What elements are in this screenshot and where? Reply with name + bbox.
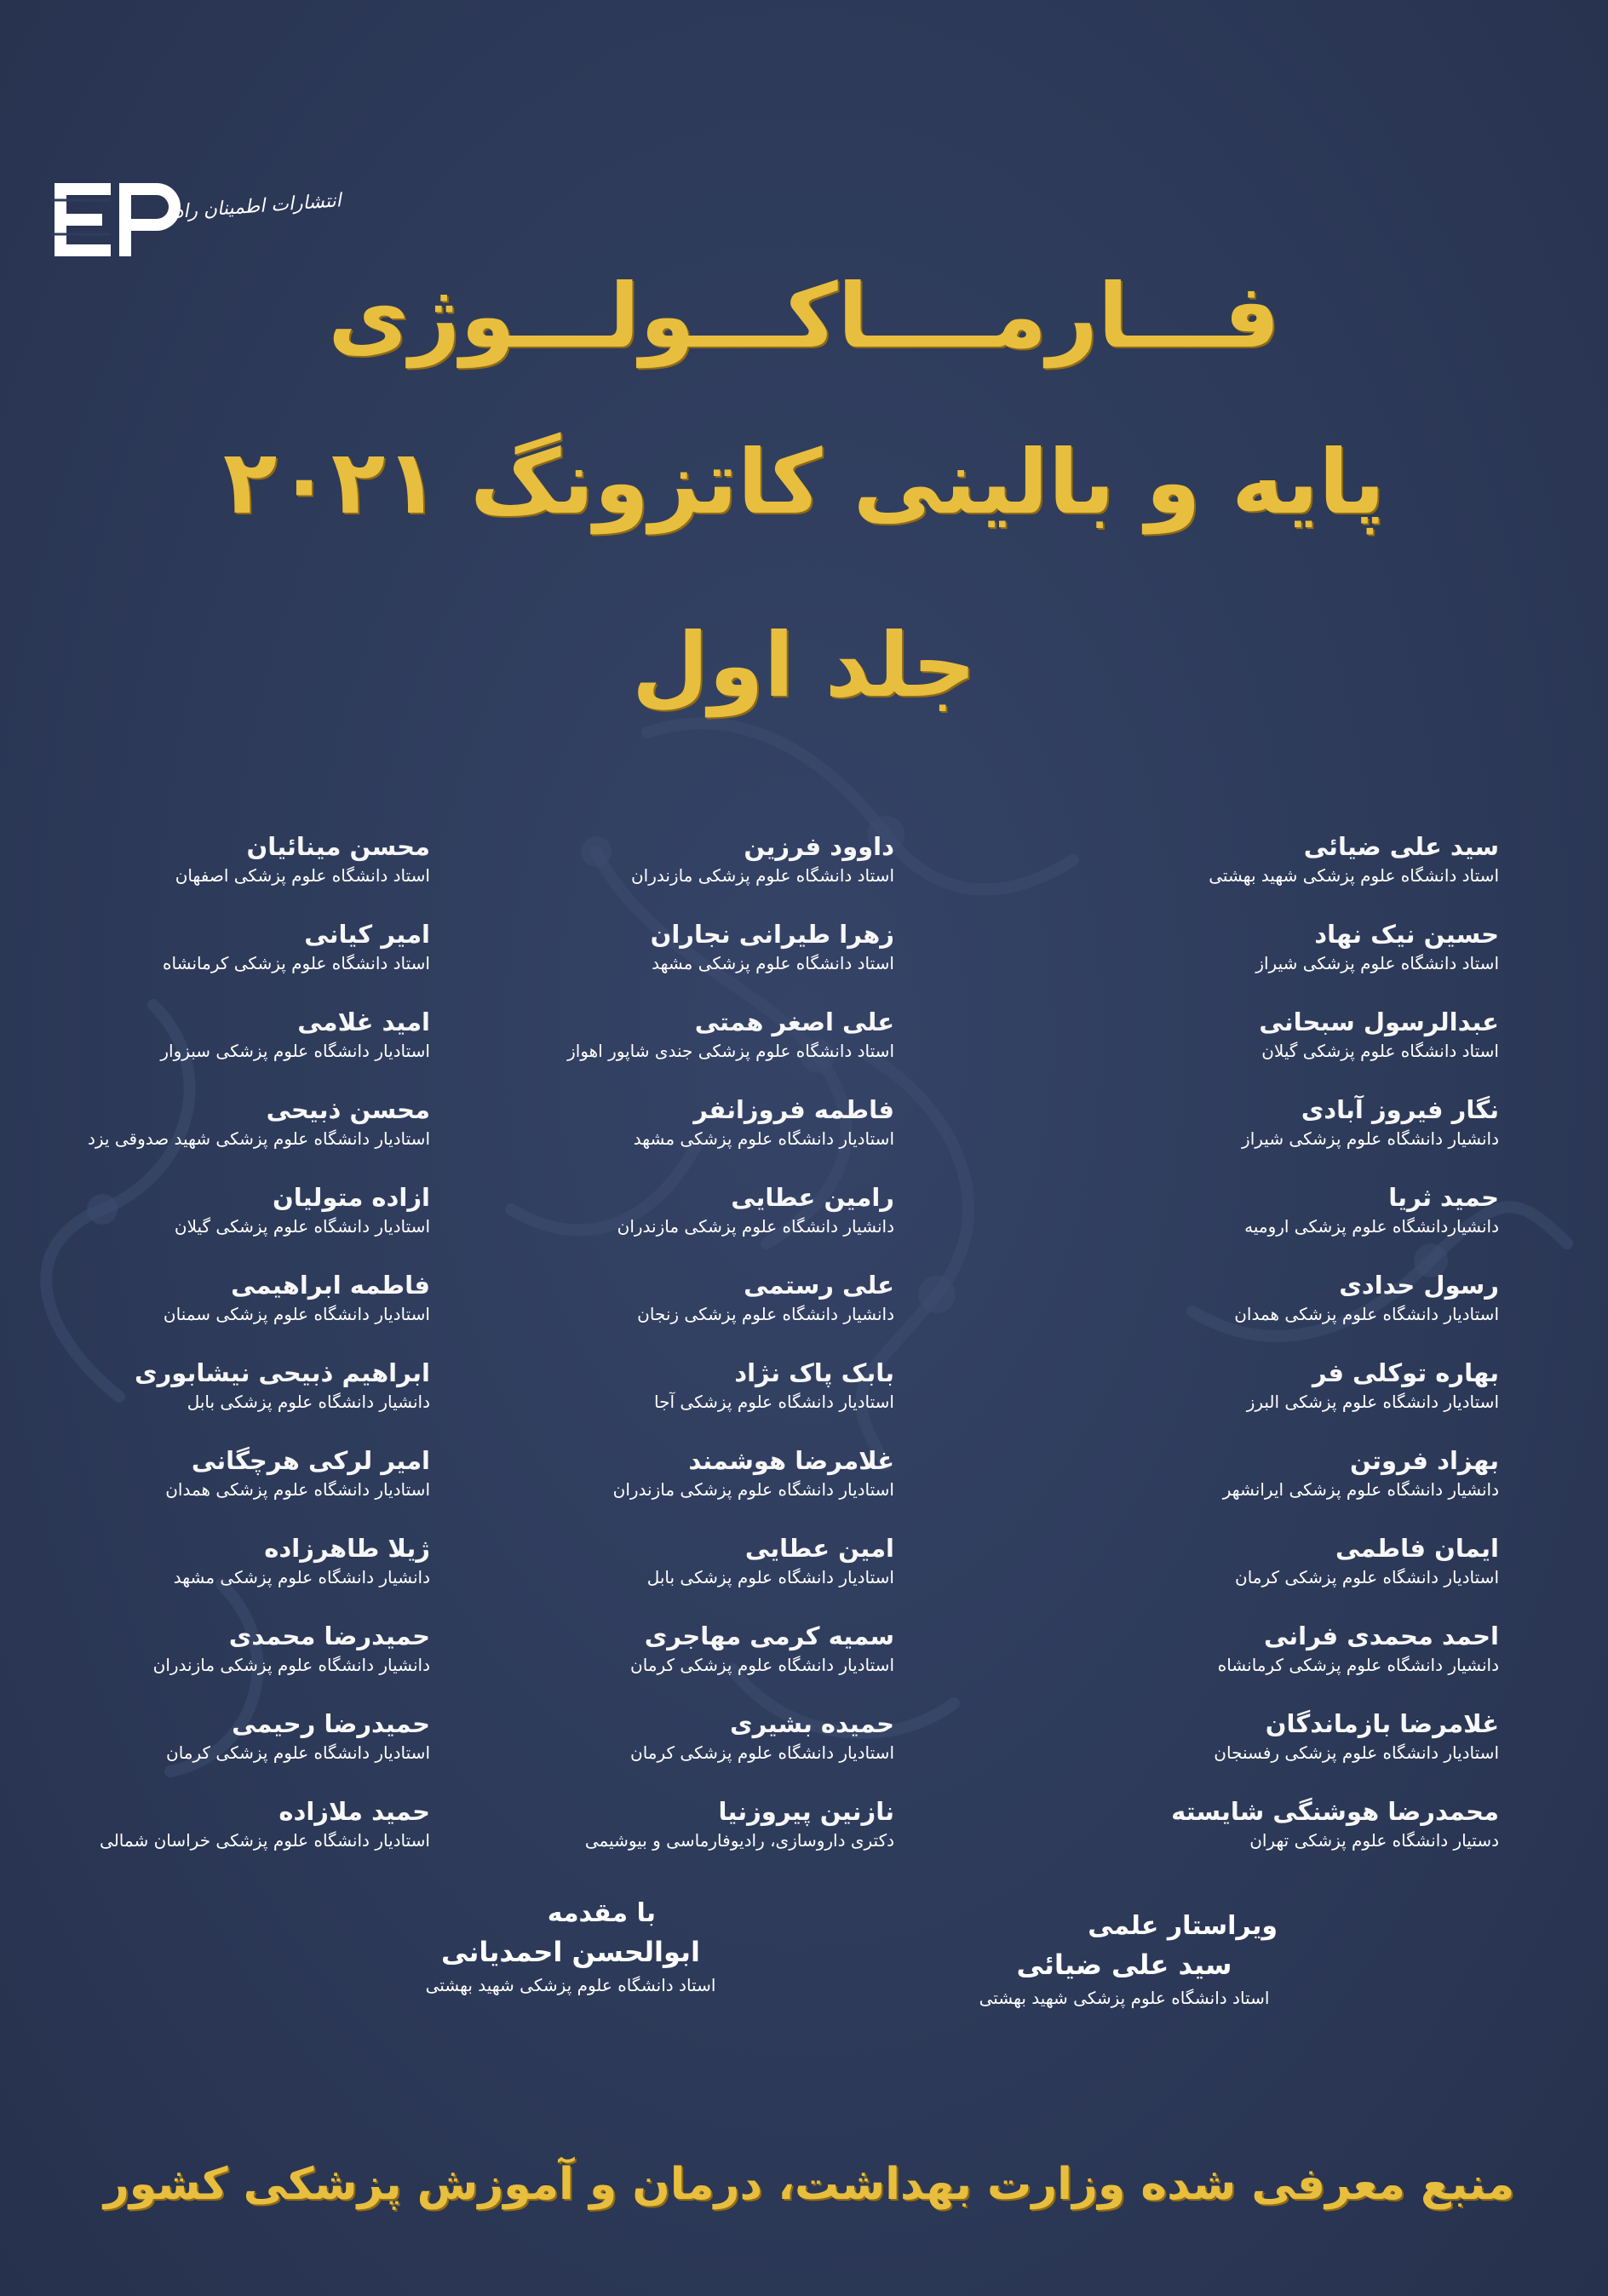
author-affiliation: استاد دانشگاه علوم پزشکی کرمانشاه xyxy=(163,953,430,973)
author-affiliation: استادیار دانشگاه علوم پزشکی کرمان xyxy=(166,1742,430,1763)
preface-author-name: ابوالحسن احمدیانی xyxy=(441,1936,700,1968)
author-entry xyxy=(1065,1181,1525,1269)
author-entry xyxy=(554,1795,1014,1883)
author-affiliation: استادیار دانشگاه علوم پزشکی گیلان xyxy=(174,1216,430,1237)
author-affiliation: دانشیار دانشگاه علوم پزشکی زنجان xyxy=(637,1304,894,1324)
author-affiliation: استاد دانشگاه علوم پزشکی شهید بهشتی xyxy=(1209,865,1499,886)
author-entry xyxy=(21,1093,481,1181)
author-name: رامین عطایی xyxy=(731,1183,894,1212)
author-affiliation: استاد دانشگاه علوم پزشکی مازندران xyxy=(630,865,894,886)
author-entry xyxy=(21,1181,481,1269)
author-entry xyxy=(21,918,481,1006)
author-name: محمدرضا هوشنگی شایسته xyxy=(1171,1797,1499,1826)
author-entry xyxy=(1065,830,1525,918)
author-entry xyxy=(554,918,1014,1006)
author-affiliation: استادیار دانشگاه علوم پزشکی سبزوار xyxy=(160,1041,430,1061)
book-subtitle: پایه و بالینی کاتزونگ ۲۰۲۱ xyxy=(222,430,1386,534)
author-name: امین عطایی xyxy=(744,1534,894,1563)
author-name: فاطمه ابراهیمی xyxy=(231,1271,430,1300)
author-entry xyxy=(554,1181,1014,1269)
preface-heading: با مقدمه xyxy=(547,1898,656,1928)
author-affiliation: استاد دانشگاه علوم پزشکی مشهد xyxy=(652,953,894,973)
author-affiliation: دانشیار دانشگاه علوم پزشکی بابل xyxy=(187,1392,430,1412)
author-name: نگار فیروز آبادی xyxy=(1301,1095,1499,1124)
preface-block xyxy=(392,1895,749,1999)
editor-affiliation: استاد دانشگاه علوم پزشکی شهید بهشتی xyxy=(979,1988,1270,2008)
author-name: عبدالرسول سبحانی xyxy=(1259,1007,1499,1036)
author-entry xyxy=(21,1444,481,1532)
author-name: سمیه کرمی مهاجری xyxy=(644,1622,894,1650)
author-name: ازاده متولیان xyxy=(272,1183,430,1212)
author-affiliation: استاد دانشگاه علوم پزشکی اصفهان xyxy=(175,865,430,886)
author-affiliation: استادیار دانشگاه علوم پزشکی البرز xyxy=(1246,1392,1499,1412)
author-affiliation: استادیار دانشگاه علوم پزشکی خراسان شمالی xyxy=(100,1830,430,1851)
author-entry xyxy=(554,1708,1014,1795)
author-name: حمیده بشیری xyxy=(729,1709,894,1738)
scientific-editor-block xyxy=(945,1908,1303,2012)
author-name: ژیلا طاهرزاده xyxy=(264,1534,430,1563)
author-name: احمد محمدی فرانی xyxy=(1263,1622,1499,1650)
author-affiliation: استاد دانشگاه علوم پزشکی شیراز xyxy=(1255,953,1499,973)
author-name: سید علی ضیائی xyxy=(1303,832,1499,861)
author-affiliation: استادیار دانشگاه علوم پزشکی کرمان xyxy=(630,1655,894,1675)
author-affiliation: استادیار دانشگاه علوم پزشکی رفسنجان xyxy=(1214,1742,1499,1763)
author-affiliation: استادیار دانشگاه علوم پزشکی سمنان xyxy=(163,1304,430,1324)
author-entry xyxy=(1065,1708,1525,1795)
author-name: نازنین پیروزنیا xyxy=(718,1797,894,1826)
author-affiliation: دانشیار دانشگاه علوم پزشکی مازندران xyxy=(617,1216,894,1237)
author-entry xyxy=(1065,1795,1525,1883)
author-entry xyxy=(1065,1093,1525,1181)
author-entry xyxy=(554,1532,1014,1620)
author-entry xyxy=(554,1269,1014,1357)
author-name: علی اصغر همتی xyxy=(694,1007,894,1036)
author-affiliation: استادیار دانشگاه علوم پزشکی مشهد xyxy=(633,1128,894,1149)
author-name: غلامرضا بازماندگان xyxy=(1265,1709,1499,1738)
author-entry xyxy=(21,830,481,918)
author-name: بهاره توکلی فر xyxy=(1312,1358,1499,1387)
author-entry xyxy=(554,830,1014,918)
author-affiliation: دانشیار دانشگاه علوم پزشکی شیراز xyxy=(1242,1128,1499,1149)
author-entry xyxy=(554,1006,1014,1093)
preface-author-affiliation: استاد دانشگاه علوم پزشکی شهید بهشتی xyxy=(425,1975,716,1995)
author-entry xyxy=(1065,1532,1525,1620)
endorsement-footer: منبع معرفی شده وزارت بهداشت، درمان و آموزش پزشکی کشور xyxy=(103,2159,1515,2210)
author-entry xyxy=(21,1620,481,1708)
author-affiliation: استادیار دانشگاه علوم پزشکی شهید صدوقی یزد xyxy=(87,1128,430,1149)
author-name: امید غلامی xyxy=(297,1007,430,1036)
author-name: رسول حدادی xyxy=(1339,1271,1499,1300)
author-affiliation: دانشیار دانشگاه علوم پزشکی مشهد xyxy=(173,1567,430,1587)
author-entry xyxy=(554,1444,1014,1532)
author-name: ابراهیم ذبیحی نیشابوری xyxy=(134,1358,430,1387)
author-entry xyxy=(21,1532,481,1620)
author-affiliation: دکتری داروسازی، رادیوفارماسی و بیوشیمی xyxy=(584,1830,894,1851)
author-entry xyxy=(1065,1620,1525,1708)
author-affiliation: استادیار دانشگاه علوم پزشکی کرمان xyxy=(1235,1567,1499,1587)
author-name: محسن مینائیان xyxy=(246,832,430,861)
author-name: امیر لرکی هرچگانی xyxy=(191,1446,430,1475)
author-entry xyxy=(1065,1357,1525,1444)
author-affiliation: دانشیاردانشگاه علوم پزشکی ارومیه xyxy=(1244,1216,1499,1237)
author-affiliation: دستیار دانشگاه علوم پزشکی تهران xyxy=(1249,1830,1499,1851)
author-entry xyxy=(21,1006,481,1093)
author-name: حسین نیک نهاد xyxy=(1314,920,1499,949)
author-entry xyxy=(1065,1006,1525,1093)
author-name: امیر کیانی xyxy=(304,920,430,949)
author-entry xyxy=(21,1269,481,1357)
author-affiliation: استاد دانشگاه علوم پزشکی گیلان xyxy=(1261,1041,1499,1061)
author-entry xyxy=(1065,918,1525,1006)
author-name: علی رستمی xyxy=(744,1271,894,1300)
authors-column-left xyxy=(21,830,481,1883)
author-affiliation: استادیار دانشگاه علوم پزشکی آجا xyxy=(654,1392,894,1412)
author-entry xyxy=(554,1620,1014,1708)
book-title: فـــارمــــاكـــولـــوژی xyxy=(328,264,1280,368)
author-affiliation: استاد دانشگاه علوم پزشکی جندی شاپور اهواز xyxy=(567,1041,894,1061)
publisher-name: انتشارات اطمینان راد xyxy=(174,190,342,223)
author-affiliation: دانشیار دانشگاه علوم پزشکی ایرانشهر xyxy=(1222,1479,1499,1500)
author-entry xyxy=(554,1093,1014,1181)
author-name: حمیدرضا رحیمی xyxy=(232,1709,430,1738)
author-affiliation: دانشیار دانشگاه علوم پزشکی کرمانشاه xyxy=(1217,1655,1499,1675)
author-name: حمید ثریا xyxy=(1388,1183,1499,1212)
author-entry xyxy=(21,1795,481,1883)
author-entry xyxy=(21,1357,481,1444)
editor-name: سید علی ضیائی xyxy=(1016,1949,1232,1981)
author-name: ایمان فاطمی xyxy=(1335,1534,1499,1563)
author-entry xyxy=(554,1357,1014,1444)
author-affiliation: دانشیار دانشگاه علوم پزشکی مازندران xyxy=(152,1655,430,1675)
author-name: حمید ملازاده xyxy=(279,1797,430,1826)
author-name: حمیدرضا محمدی xyxy=(228,1622,430,1650)
author-name: غلامرضا هوشمند xyxy=(688,1446,894,1475)
author-affiliation: استادیار دانشگاه علوم پزشکی بابل xyxy=(646,1567,894,1587)
authors-column-right xyxy=(1065,830,1525,1883)
author-name: محسن ذبیحی xyxy=(266,1095,430,1124)
editor-heading: ویراستار علمی xyxy=(1088,1911,1278,1941)
volume-label: جلد اول xyxy=(631,613,977,717)
author-entry xyxy=(21,1708,481,1795)
author-affiliation: استادیار دانشگاه علوم پزشکی کرمان xyxy=(630,1742,894,1763)
author-entry xyxy=(1065,1269,1525,1357)
author-name: بابک پاک نژاد xyxy=(734,1358,894,1387)
author-affiliation: استادیار دانشگاه علوم پزشکی همدان xyxy=(165,1479,430,1500)
author-affiliation: استادیار دانشگاه علوم پزشکی مازندران xyxy=(612,1479,894,1500)
author-name: داوود فرزین xyxy=(744,832,894,861)
author-name: فاطمه فروزانفر xyxy=(693,1095,894,1124)
authors-column-middle xyxy=(554,830,1014,1883)
author-name: زهرا طیرانی نجاران xyxy=(650,920,894,949)
author-name: بهزاد فروتن xyxy=(1349,1446,1499,1475)
author-affiliation: استادیار دانشگاه علوم پزشکی همدان xyxy=(1234,1304,1499,1324)
author-entry xyxy=(1065,1444,1525,1532)
